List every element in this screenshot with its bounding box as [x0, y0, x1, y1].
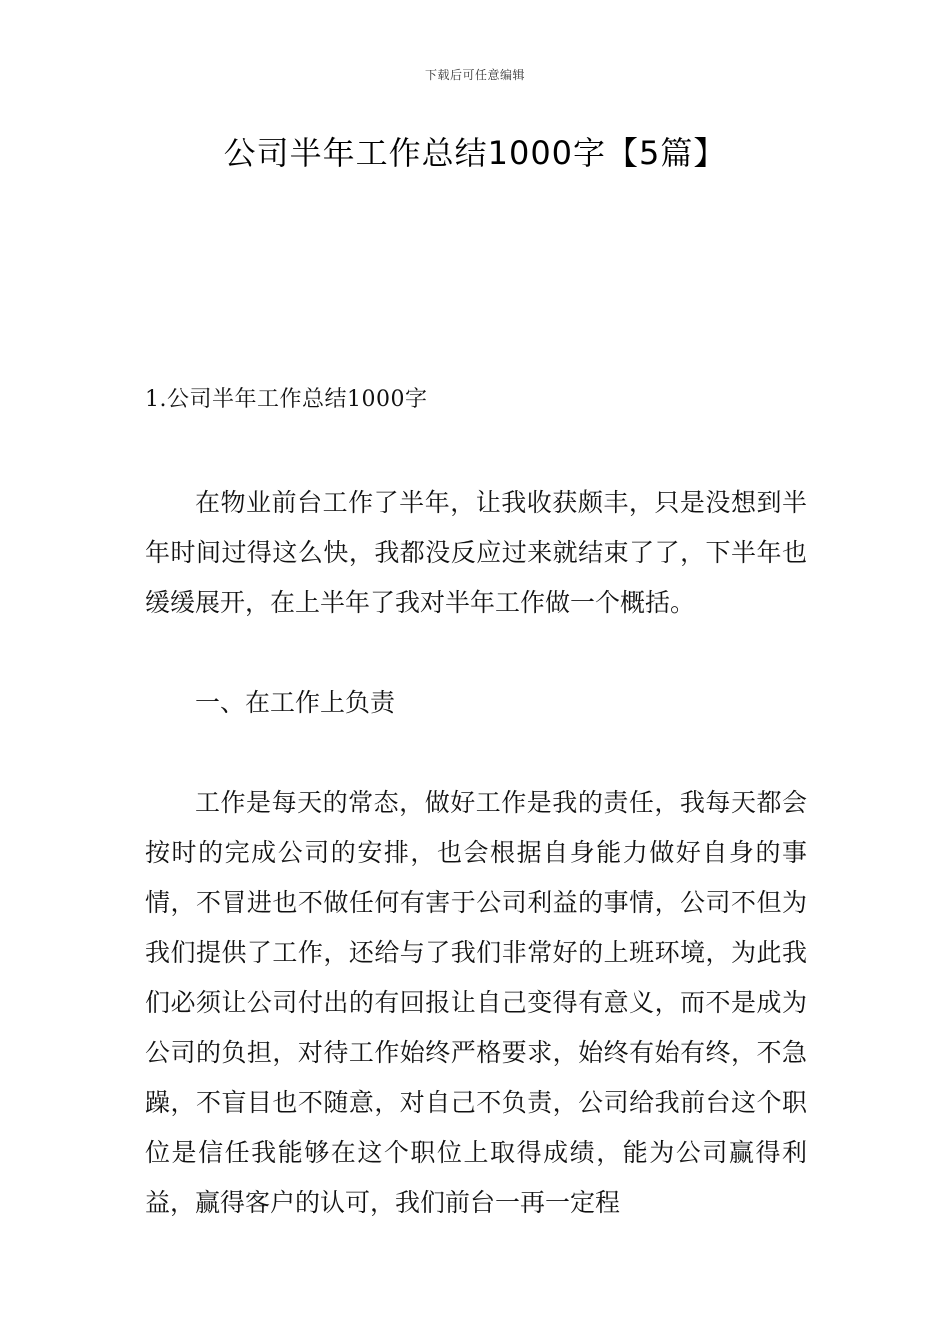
header-note: 下载后可任意编辑 [424, 68, 525, 82]
sub-heading: 一、在工作上负责 [195, 688, 396, 717]
paragraph-intro: 在物业前台工作了半年，让我收获颇丰，只是没想到半年时间过得这么快，我都没反应过来就结束了了，下半年也缓缓展开，在上半年了我对半年工作做一个概括。 [145, 488, 807, 617]
document-title: 公司半年工作总结1000字【5篇】 [223, 134, 727, 172]
document-body [145, 378, 807, 1228]
paragraph-work-responsibility: 工作是每天的常态，做好工作是我的责任，我每天都会按时的完成公司的安排，也会根据自身能力做好自身的事情，不冒进也不做任何有害于公司利益的事情，公司不但为我们提供了工作，还给与了我们非常好的上班环境，为此我们必须让公司付出的有回报让自己变得有意义，而不是成为公司的负担，对待工作始终严格要求，始终有始有终，不急躁，不盲目也不随意，对自己不负责，公司给我前台这个职位是信任我能够在这个职位上取得成绩，能为公司赢得利益，赢得客户的认可，我们前台一再一定程 [145, 788, 807, 1217]
section-heading: 1.公司半年工作总结1000字 [145, 387, 428, 412]
